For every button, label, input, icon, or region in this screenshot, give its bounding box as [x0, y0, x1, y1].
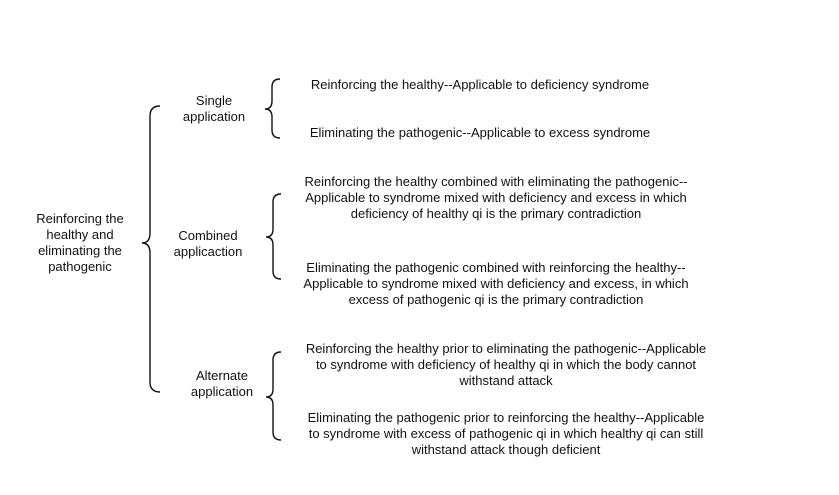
root-brace	[142, 106, 160, 392]
leaf-combined-eliminating: Eliminating the pathogenic combined with reinforcing the healthy-- Applicable to syndrome mixed with deficiency and excess, in which excess of pathogenic qi is the primary contradiction	[303, 260, 689, 307]
leaf-alternate-reinforcing: Reinforcing the healthy prior to eliminating the pathogenic--Applicable to syndrome with deficiency of healthy qi in which the body cannot withstand attack	[305, 341, 707, 388]
leaf-single-eliminating: Eliminating the pathogenic--Applicable to excess syndrome	[309, 125, 651, 140]
combined-brace	[266, 194, 281, 279]
branch-combined-label: Combined applicaction	[173, 228, 243, 259]
branch-alternate-label: Alternate application	[190, 368, 254, 399]
leaf-alternate-eliminating: Eliminating the pathogenic prior to reinforcing the healthy--Applicable to syndrome with excess of pathogenic qi in which healthy qi can still withstand attack though deficient	[307, 410, 705, 457]
branch-single-label: Single application	[182, 93, 246, 124]
leaf-single-reinforcing: Reinforcing the healthy--Applicable to deficiency syndrome	[310, 77, 650, 92]
single-brace	[265, 79, 280, 138]
leaf-combined-reinforcing: Reinforcing the healthy combined with eliminating the pathogenic-- Applicable to syndrome mixed with deficiency and excess in which deficiency of healthy qi is the primary contradiction	[304, 174, 688, 221]
root-label: Reinforcing the healthy and eliminating the pathogenic	[36, 211, 124, 274]
